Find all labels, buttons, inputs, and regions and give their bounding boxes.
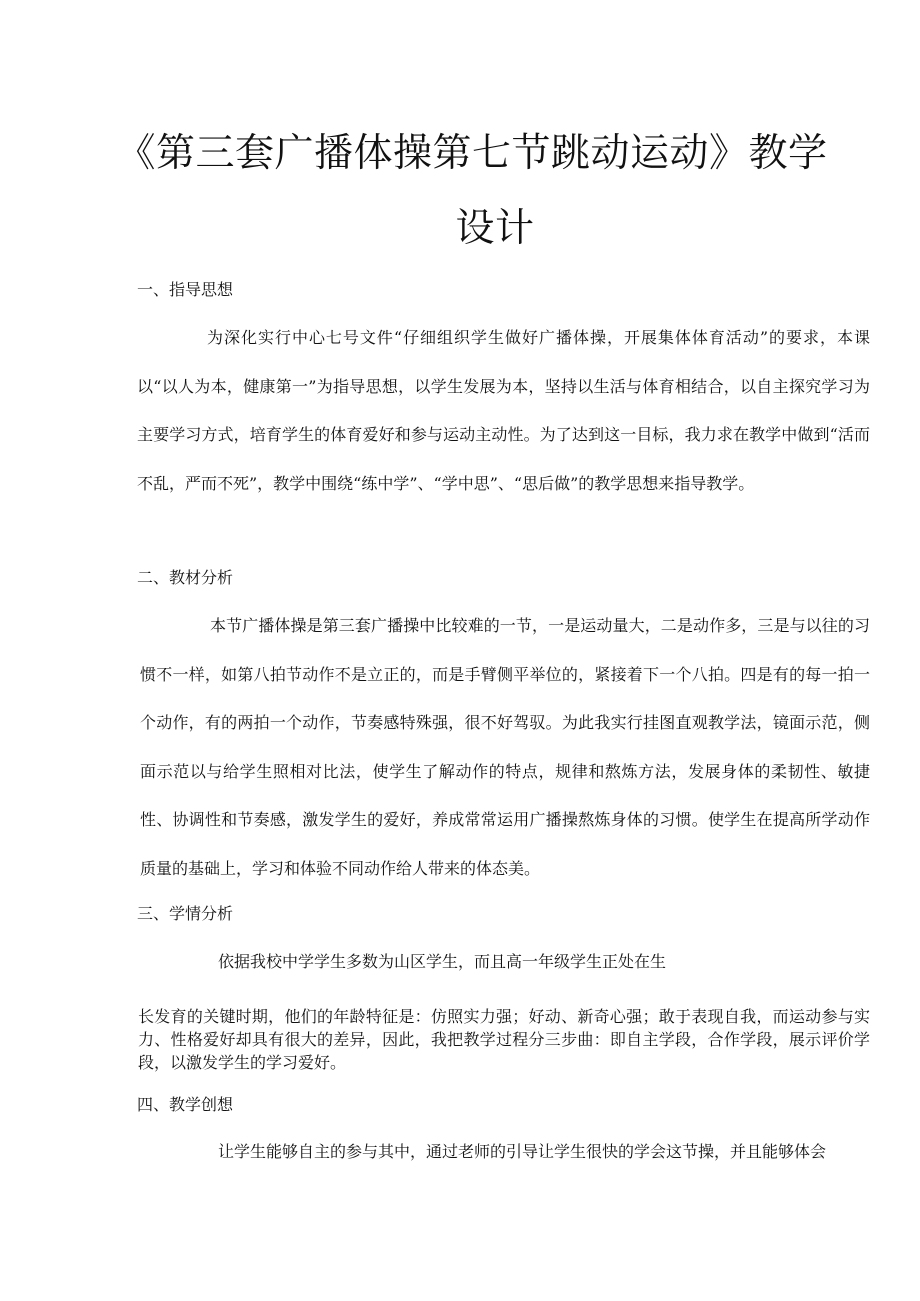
document-title-line-1: 《第三套广播体操第七节跳动运动》教学 — [116, 131, 828, 176]
section-paragraph-teaching-idea: 让学生能够自主的参与其中，通过老师的引导让学生很快的学会这节操，并且能够体会 — [218, 1142, 827, 1161]
section-heading-student-analysis: 三、学情分析 — [137, 904, 234, 923]
section-heading-guiding-thought: 一、指导思想 — [137, 280, 234, 299]
section-paragraph-guiding-thought: 为深化实行中心七号文件“仔细组织学生做好广播体操，开展集体体育活动”的要求，本课以“以人为本，健康第一”为指导思想，以学生发展为本，坚持以生活与体育相结合，以自主探究学习为主要学习方式，培育学生的体育爱好和参与运动主动性。为了达到这一目标，我力求在教学中做到“活而不乱，严而不死”，教学中围绕“练中学”、“学中思”、“思后做”的教学思想来指导教学。 — [137, 328, 870, 493]
document-title-line-2: 设计 — [455, 206, 535, 251]
section-paragraph-material-analysis: 本节广播体操是第三套广播操中比较难的一节，一是运动量大，二是动作多，三是与以往的习惯不一样，如第八拍节动作不是立正的，而是手臂侧平举位的，紧接着下一个八拍。四是有的每一拍一个动作，有的两拍一个动作，节奏感特殊强，很不好驾驭。为此我实行挂图直观教学法，镜面示范，侧面示范以与给学生照相对比法，使学生了解动作的特点，规律和熬炼方法，发展身体的柔韧性、敏捷性、协调性和节奏感，激发学生的爱好，养成常常运用广播操熬炼身体的习惯。使学生在提高所学动作质量的基础上，学习和体验不同动作给人带来的体态美。 — [140, 616, 870, 878]
section-heading-material-analysis: 二、教材分析 — [137, 568, 234, 587]
section-heading-teaching-idea: 四、教学创想 — [137, 1095, 234, 1114]
section-paragraph-student-analysis-first: 依据我校中学学生多数为山区学生，而且高一年级学生正处在生 — [218, 952, 667, 971]
section-paragraph-student-analysis-rest: 长发育的关键时期，他们的年龄特征是：仿照实力强；好动、新奇心强；敢于表现自我，而运动参与实力、性格爱好却具有很大的差异，因此，我把教学过程分三步曲：即自主学段，合作学段，展示评价学段，以激发学生的学习爱好。 — [138, 1007, 870, 1072]
